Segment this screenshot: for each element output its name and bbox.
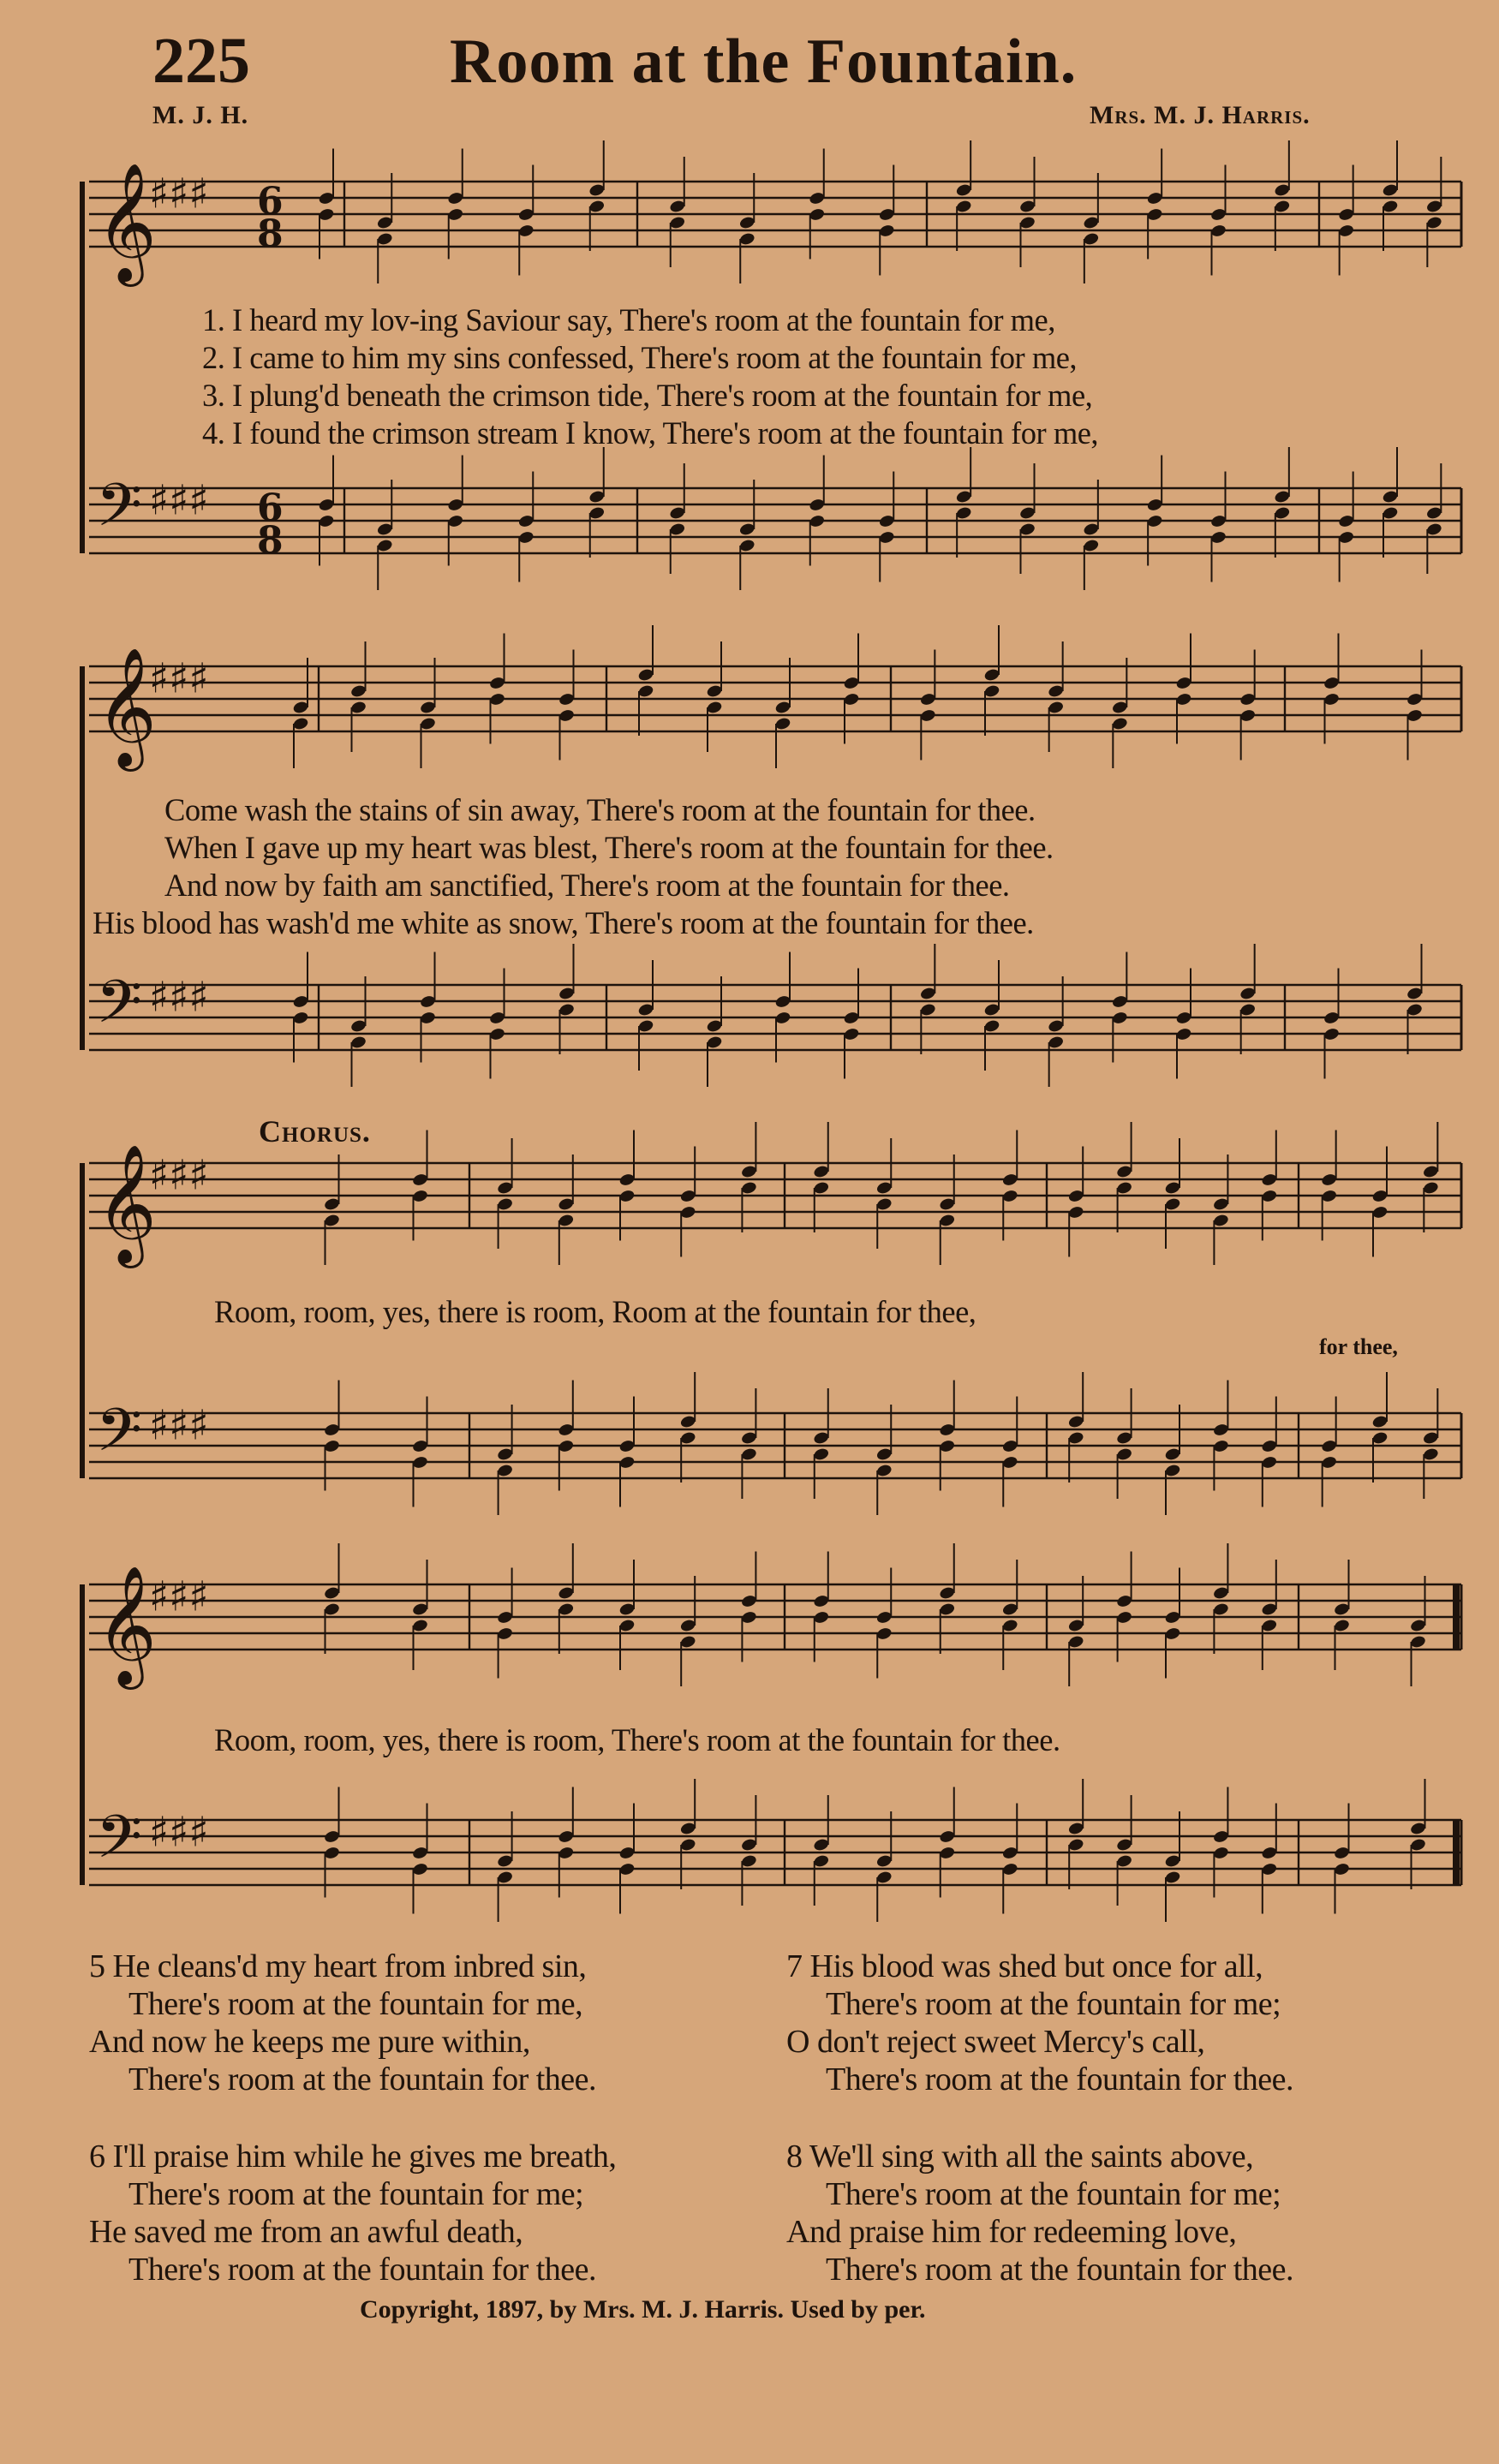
stanza-line: There's room at the fountain for me; xyxy=(826,1986,1281,2022)
verse-4-line-a: 4. I found the crimson stream I know, There's room at the fountain for me, xyxy=(202,415,1099,450)
verse-2-line-a: 2. I came to him my sins confessed, There's room at the fountain for me, xyxy=(202,340,1078,375)
time-signature: 6 xyxy=(257,180,284,224)
stanza-line: There's room at the fountain for thee. xyxy=(128,2061,597,2097)
stanza-line: There's room at the fountain for me, xyxy=(128,1986,583,2022)
key-signature: ♯♯♯ xyxy=(149,170,209,218)
stanza-number: 5 xyxy=(89,1948,105,1984)
chorus-line-1: Room, room, yes, there is room, Room at the fountain for thee, xyxy=(214,1294,976,1329)
key-signature: ♯♯♯ xyxy=(149,476,209,525)
stanza-line: He saved me from an awful death, xyxy=(89,2214,523,2250)
words-credit: M. J. H. xyxy=(152,101,249,129)
bass-clef: 𝄢 xyxy=(96,470,143,554)
treble-clef: 𝄞 xyxy=(96,1144,157,1263)
stanza-5 xyxy=(89,1948,596,2098)
key-signature: ♯♯♯ xyxy=(149,1572,209,1621)
stanza-line: And praise him for redeeming love, xyxy=(786,2214,1237,2250)
stanza-line: He cleans'd my heart from inbred sin, xyxy=(112,1948,587,1984)
key-signature: ♯♯♯ xyxy=(149,973,209,1022)
stanza-line: And now he keeps me pure within, xyxy=(89,2024,530,2060)
stanza-7 xyxy=(786,1948,1293,2098)
key-signature: ♯♯♯ xyxy=(149,654,209,703)
bass-clef: 𝄢 xyxy=(96,967,143,1051)
stanza-line: O don't reject sweet Mercy's call, xyxy=(786,2024,1205,2060)
hymn-title: Room at the Fountain. xyxy=(450,27,1078,97)
verse-3-line-a: 3. I plung'd beneath the crimson tide, There's room at the fountain for me, xyxy=(202,378,1093,413)
hymn-number: 225 xyxy=(152,25,250,97)
chorus-label: Chorus. xyxy=(259,1114,371,1148)
stanza-line: There's room at the fountain for me; xyxy=(128,2176,584,2212)
treble-clef: 𝄞 xyxy=(96,1566,157,1685)
bass-clef: 𝄢 xyxy=(96,1802,143,1886)
stanza-line: There's room at the fountain for thee. xyxy=(128,2252,597,2288)
stanza-number: 7 xyxy=(786,1948,803,1984)
stanza-8 xyxy=(786,2138,1293,2288)
stanza-line: I'll praise him while he gives me breath, xyxy=(112,2139,617,2175)
copyright-notice: Copyright, 1897, by Mrs. M. J. Harris. Used by per. xyxy=(360,2295,926,2324)
music-credit: Mrs. M. J. Harris. xyxy=(1090,101,1311,129)
chorus-echo: for thee, xyxy=(1319,1334,1398,1359)
time-signature: 6 xyxy=(257,486,284,530)
time-signature: 8 xyxy=(257,212,284,256)
verse-2-line-b: When I gave up my heart was blest, There's room at the fountain for thee. xyxy=(164,830,1054,865)
key-signature: ♯♯♯ xyxy=(149,1151,209,1200)
time-signature: 8 xyxy=(257,519,284,563)
stanza-line: There's room at the fountain for thee. xyxy=(826,2061,1294,2097)
stanza-line: We'll sing with all the saints above, xyxy=(809,2139,1254,2175)
stanza-line: There's room at the fountain for me; xyxy=(826,2176,1281,2212)
stanza-6 xyxy=(89,2138,616,2288)
stanza-number: 8 xyxy=(786,2139,803,2175)
treble-clef: 𝄞 xyxy=(96,163,157,282)
stanza-number: 6 xyxy=(89,2139,105,2175)
stanza-line: His blood was shed but once for all, xyxy=(809,1948,1263,1984)
treble-clef: 𝄞 xyxy=(96,647,157,767)
key-signature: ♯♯♯ xyxy=(149,1808,209,1857)
bass-clef: 𝄢 xyxy=(96,1395,143,1479)
chorus-line-2: Room, room, yes, there is room, There's room at the fountain for thee. xyxy=(214,1722,1060,1757)
verse-4-line-b: His blood has wash'd me white as snow, There's room at the fountain for thee. xyxy=(93,905,1034,940)
verse-3-line-b: And now by faith am sanctified, There's room at the fountain for thee. xyxy=(164,868,1010,903)
stanza-line: There's room at the fountain for thee. xyxy=(826,2252,1294,2288)
key-signature: ♯♯♯ xyxy=(149,1401,209,1450)
verse-1-line-b: Come wash the stains of sin away, There's room at the fountain for thee. xyxy=(164,792,1036,827)
verse-1-line-a: 1. I heard my lov-ing Saviour say, There's room at the fountain for me, xyxy=(202,302,1055,337)
